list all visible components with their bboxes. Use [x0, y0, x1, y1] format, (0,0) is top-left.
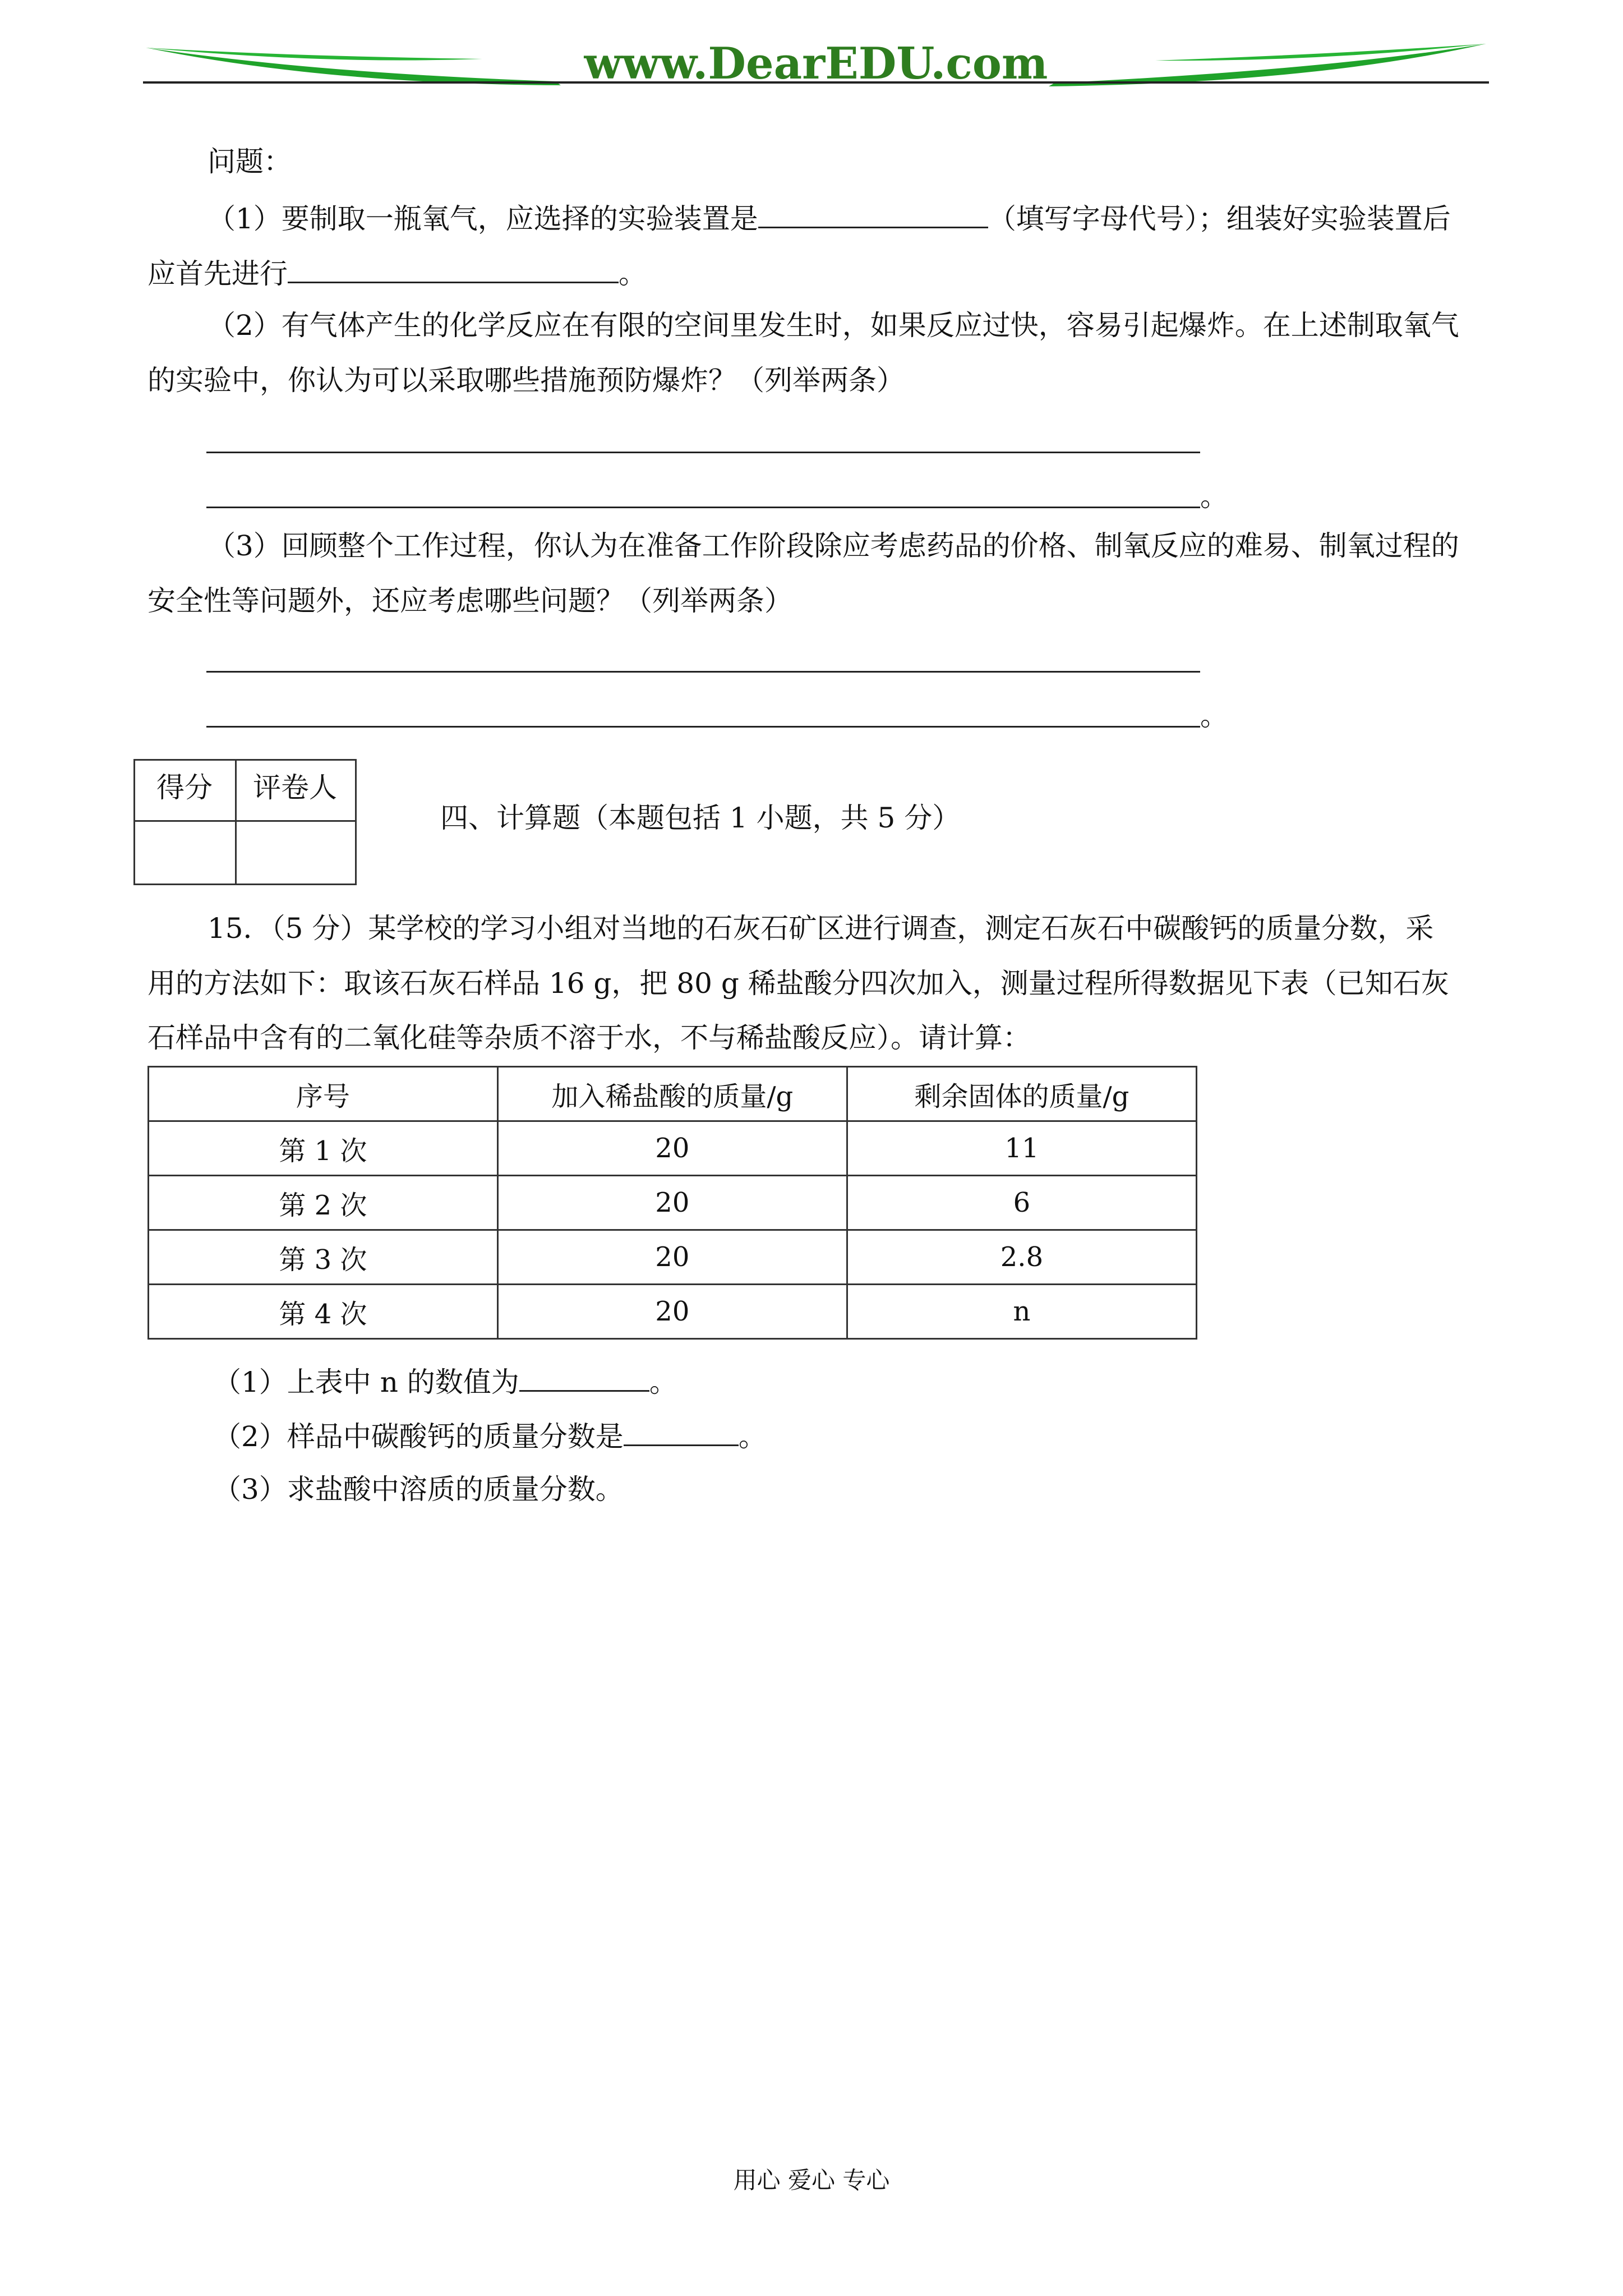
grader-label: 评卷人	[253, 771, 337, 804]
q14-part2-end: 。	[1200, 480, 1228, 513]
section4-title: 四、计算题（本题包括 1 小题，共 5 分）	[440, 802, 961, 834]
table-cell: 6	[847, 1176, 1196, 1230]
q14-part2-line1: （2）有气体产生的化学反应在有限的空间里发生时，如果反应过快，容易引起爆炸。在上述制取氧气	[208, 309, 1459, 342]
q14-part3-line1: （3）回顾整个工作过程，你认为在准备工作阶段除应考虑药品的价格、制氧反应的难易、制氧过程的	[208, 530, 1459, 562]
score-box-divider-horizontal	[135, 820, 355, 822]
table-cell: 2.8	[847, 1230, 1196, 1285]
q14-heading: 问题：	[208, 145, 292, 178]
table-cell: 第 2 次	[149, 1176, 498, 1230]
q15-sub1-text: （1）上表中 n 的数值为	[213, 1366, 519, 1398]
q14-part3-line2: 安全性等问题外，还应考虑哪些问题？（列举两条）	[147, 585, 792, 617]
header-swoosh-graphic	[146, 34, 1486, 95]
table-cell: 第 1 次	[149, 1121, 498, 1176]
site-url-logo: www.DearEDU.com	[584, 38, 1048, 89]
table-cell: 第 4 次	[149, 1285, 498, 1339]
table-header-cell: 剩余固体的质量/g	[847, 1067, 1196, 1121]
q14-part1-text-c: 应首先进行	[147, 257, 288, 290]
q15-sub3: （3）求盐酸中溶质的质量分数。	[213, 1473, 624, 1506]
answer-blank-mass-fraction[interactable]	[624, 1418, 739, 1446]
q14-part1-line2	[147, 255, 647, 291]
header-rule	[143, 81, 1489, 84]
answer-blank-n-value[interactable]	[519, 1363, 649, 1392]
table-row	[149, 1176, 1197, 1230]
table-header-cell: 加入稀盐酸的质量/g	[497, 1067, 847, 1121]
q15-line3: 石样品中含有的二氧化硅等杂质不溶于水，不与稀盐酸反应）。请计算：	[147, 1022, 1031, 1054]
q14-part1-text-b: （填写字母代号）；组装好实验装置后	[988, 203, 1451, 235]
table-row	[149, 1285, 1197, 1339]
table-cell: 20	[497, 1121, 847, 1176]
score-box-divider-vertical	[235, 761, 237, 884]
table-row	[149, 1121, 1197, 1176]
q15-sub1-end: 。	[649, 1366, 677, 1398]
q14-part1-line1	[208, 200, 1451, 236]
answer-line-considerations-2[interactable]	[206, 726, 1200, 728]
experiment-data-table	[147, 1066, 1197, 1340]
q14-part2-line2: 的实验中，你认为可以采取哪些措施预防爆炸？（列举两条）	[147, 364, 905, 397]
q14-part1-text-d: 。	[619, 257, 647, 290]
table-cell: 20	[497, 1176, 847, 1230]
q14-part3-end: 。	[1200, 700, 1228, 732]
table-cell: 20	[497, 1230, 847, 1285]
table-cell: 20	[497, 1285, 847, 1339]
page-footer: 用心 爱心 专心	[733, 2166, 890, 2194]
table-cell: n	[847, 1285, 1196, 1339]
q15-line2: 用的方法如下：取该石灰石样品 16 g，把 80 g 稀盐酸分四次加入，测量过程所得数据见下表（已知石灰	[147, 967, 1449, 1000]
q15-sub2	[213, 1418, 767, 1453]
q15-line1: 15．（5 分）某学校的学习小组对当地的石灰石矿区进行调查，测定石灰石中碳酸钙的质量分数，采	[208, 912, 1434, 945]
q15-sub2-end: 。	[738, 1420, 767, 1453]
header-banner	[146, 34, 1486, 95]
answer-line-explosion-1[interactable]	[206, 452, 1200, 453]
score-label: 得分	[156, 771, 213, 804]
answer-blank-apparatus[interactable]	[758, 200, 988, 228]
score-box	[133, 759, 357, 885]
table-header-row	[149, 1067, 1197, 1121]
table-cell: 第 3 次	[149, 1230, 498, 1285]
q14-part1-text-a: （1）要制取一瓶氧气，应选择的实验装置是	[208, 203, 758, 235]
table-row	[149, 1230, 1197, 1285]
table-cell: 11	[847, 1121, 1196, 1176]
answer-line-considerations-1[interactable]	[206, 671, 1200, 673]
answer-blank-first-step[interactable]	[288, 255, 619, 283]
q15-sub1	[213, 1363, 677, 1399]
answer-line-explosion-2[interactable]	[206, 507, 1200, 508]
table-header-cell: 序号	[149, 1067, 498, 1121]
q15-sub2-text: （2）样品中碳酸钙的质量分数是	[213, 1420, 624, 1453]
